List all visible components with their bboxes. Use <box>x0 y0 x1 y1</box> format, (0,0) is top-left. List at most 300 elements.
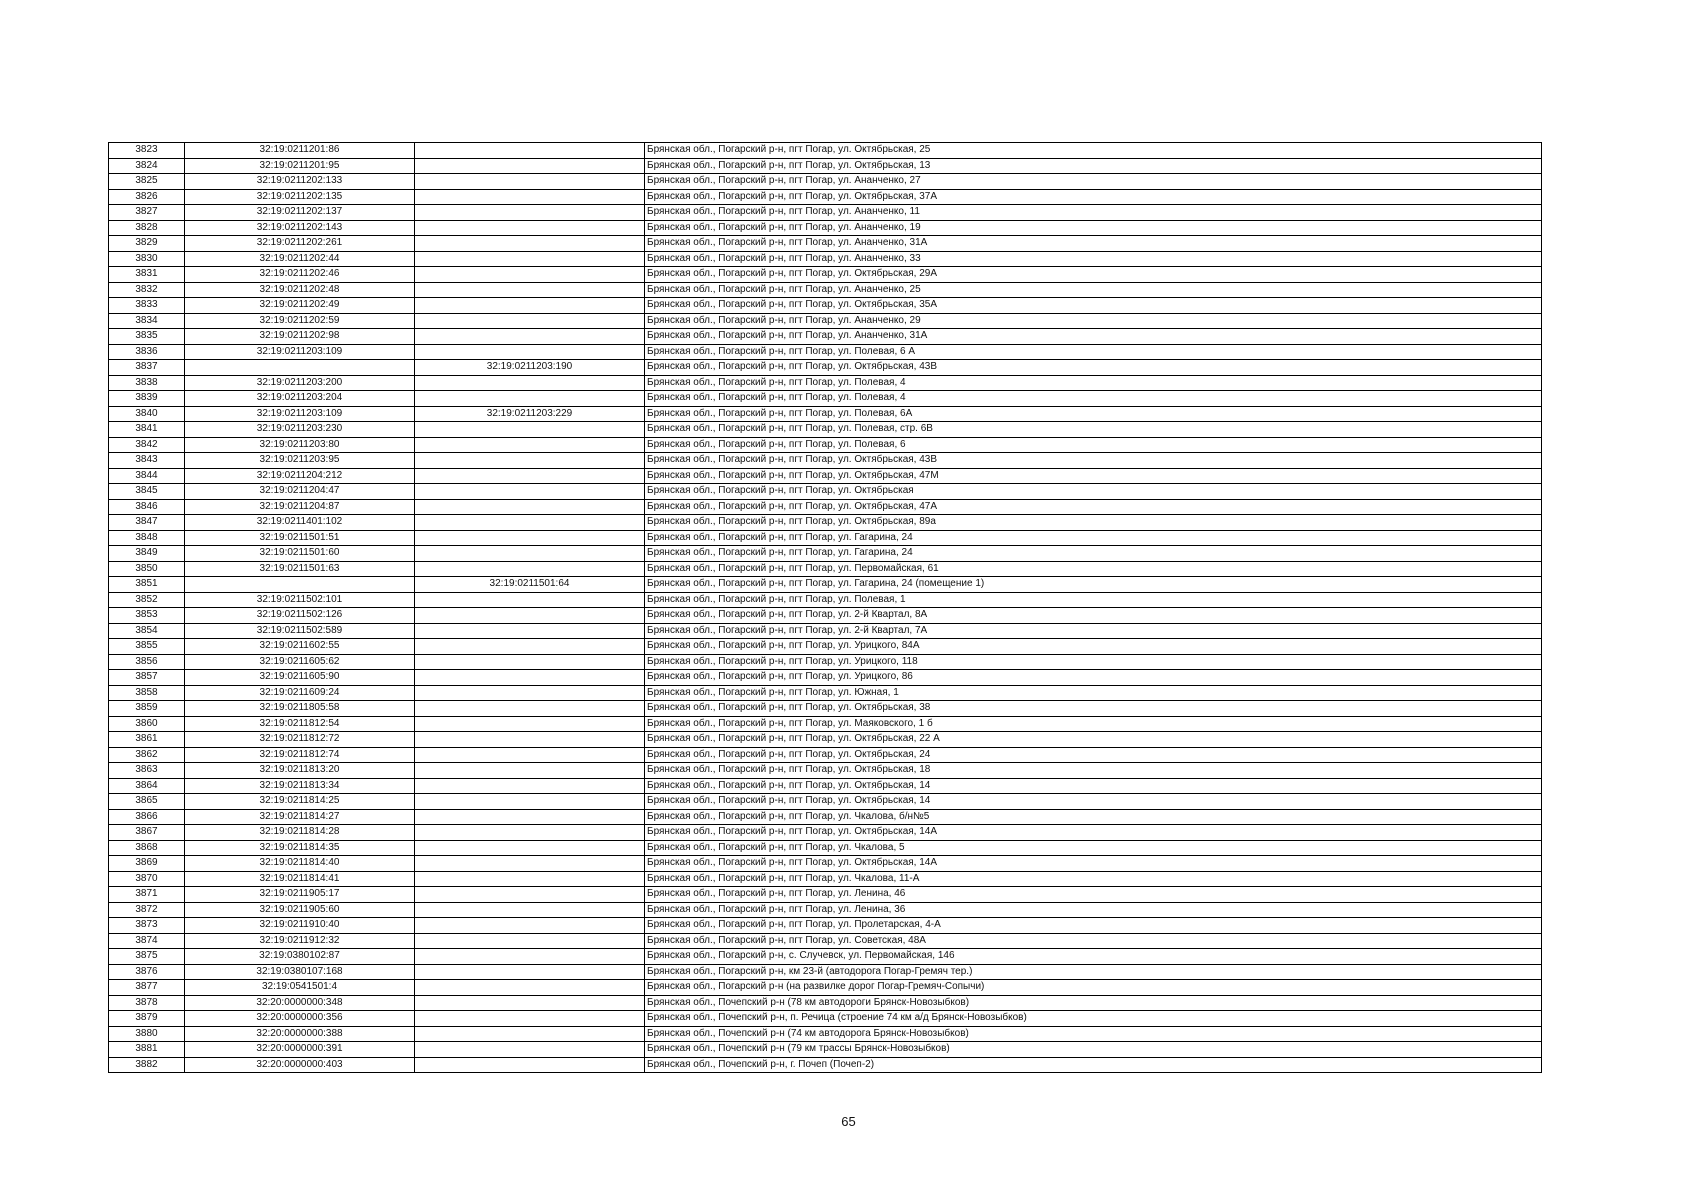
table-row <box>109 964 1542 980</box>
cadastral-number-secondary <box>415 670 645 686</box>
cadastral-number: 32:19:0211202:48 <box>185 282 415 298</box>
row-number: 3828 <box>109 220 185 236</box>
row-number: 3862 <box>109 747 185 763</box>
row-number: 3836 <box>109 344 185 360</box>
cadastral-number: 32:19:0211203:80 <box>185 437 415 453</box>
cadastral-number-secondary <box>415 592 645 608</box>
cadastral-number-secondary <box>415 1011 645 1027</box>
cadastral-number: 32:19:0211202:98 <box>185 329 415 345</box>
table-row <box>109 608 1542 624</box>
cadastral-number: 32:19:0211502:126 <box>185 608 415 624</box>
address: Брянская обл., Погарский р-н, пгт Погар, ул. Октябрьская, 13 <box>645 158 1542 174</box>
address: Брянская обл., Погарский р-н, пгт Погар, ул. Полевая, 4 <box>645 391 1542 407</box>
address: Брянская обл., Погарский р-н, пгт Погар, ул. Ананченко, 27 <box>645 174 1542 190</box>
table-row <box>109 887 1542 903</box>
row-number: 3846 <box>109 499 185 515</box>
cadastral-number <box>185 577 415 593</box>
table-row <box>109 561 1542 577</box>
cadastral-number: 32:19:0211201:95 <box>185 158 415 174</box>
address: Брянская обл., Погарский р-н, пгт Погар, ул. Октябрьская, 14 <box>645 794 1542 810</box>
cadastral-number: 32:19:0541501:4 <box>185 980 415 996</box>
property-table <box>108 142 1542 1073</box>
row-number: 3832 <box>109 282 185 298</box>
table-row <box>109 670 1542 686</box>
address: Брянская обл., Погарский р-н, пгт Погар, ул. Ленина, 36 <box>645 902 1542 918</box>
cadastral-number: 32:19:0211202:143 <box>185 220 415 236</box>
row-number: 3880 <box>109 1026 185 1042</box>
row-number: 3859 <box>109 701 185 717</box>
row-number: 3825 <box>109 174 185 190</box>
address: Брянская обл., Погарский р-н, пгт Погар, ул. Урицкого, 86 <box>645 670 1542 686</box>
row-number: 3858 <box>109 685 185 701</box>
table-row <box>109 282 1542 298</box>
row-number: 3843 <box>109 453 185 469</box>
cadastral-number: 32:20:0000000:391 <box>185 1042 415 1058</box>
cadastral-number-secondary <box>415 716 645 732</box>
row-number: 3844 <box>109 468 185 484</box>
row-number: 3871 <box>109 887 185 903</box>
row-number: 3855 <box>109 639 185 655</box>
cadastral-number: 32:19:0211813:34 <box>185 778 415 794</box>
table-row <box>109 251 1542 267</box>
address: Брянская обл., Погарский р-н, пгт Погар, ул. Октябрьская, 14 <box>645 778 1542 794</box>
cadastral-number-secondary <box>415 205 645 221</box>
row-number: 3824 <box>109 158 185 174</box>
cadastral-number-secondary <box>415 143 645 159</box>
cadastral-number-secondary <box>415 623 645 639</box>
address: Брянская обл., Погарский р-н, пгт Погар, ул. Ленина, 46 <box>645 887 1542 903</box>
table-row <box>109 639 1542 655</box>
address: Брянская обл., Почепский р-н (79 км трассы Брянск-Новозыбков) <box>645 1042 1542 1058</box>
cadastral-number-secondary <box>415 499 645 515</box>
cadastral-number: 32:19:0211203:200 <box>185 375 415 391</box>
table-body <box>109 143 1542 1073</box>
address: Брянская обл., Погарский р-н, пгт Погар, ул. Октябрьская, 89а <box>645 515 1542 531</box>
cadastral-number-secondary <box>415 515 645 531</box>
table-row <box>109 406 1542 422</box>
row-number: 3863 <box>109 763 185 779</box>
cadastral-number: 32:19:0211812:74 <box>185 747 415 763</box>
cadastral-number-secondary <box>415 856 645 872</box>
cadastral-number-secondary <box>415 344 645 360</box>
table-row <box>109 437 1542 453</box>
cadastral-number: 32:19:0211805:58 <box>185 701 415 717</box>
row-number: 3856 <box>109 654 185 670</box>
cadastral-number: 32:19:0211605:90 <box>185 670 415 686</box>
cadastral-number-secondary <box>415 251 645 267</box>
row-number: 3833 <box>109 298 185 314</box>
table-row <box>109 809 1542 825</box>
cadastral-number: 32:19:0211905:17 <box>185 887 415 903</box>
cadastral-number-secondary <box>415 391 645 407</box>
row-number: 3826 <box>109 189 185 205</box>
address: Брянская обл., Погарский р-н, пгт Погар, ул. Октябрьская, 24 <box>645 747 1542 763</box>
row-number: 3831 <box>109 267 185 283</box>
cadastral-number-secondary <box>415 298 645 314</box>
table-row <box>109 577 1542 593</box>
cadastral-number: 32:20:0000000:388 <box>185 1026 415 1042</box>
cadastral-number: 32:19:0211204:87 <box>185 499 415 515</box>
cadastral-number-secondary <box>415 825 645 841</box>
row-number: 3882 <box>109 1057 185 1073</box>
row-number: 3879 <box>109 1011 185 1027</box>
cadastral-number-secondary <box>415 701 645 717</box>
address: Брянская обл., Погарский р-н, пгт Погар, ул. 2-й Квартал, 8А <box>645 608 1542 624</box>
row-number: 3874 <box>109 933 185 949</box>
cadastral-number-secondary <box>415 608 645 624</box>
table-row <box>109 763 1542 779</box>
row-number: 3860 <box>109 716 185 732</box>
cadastral-number-secondary <box>415 887 645 903</box>
table-row <box>109 794 1542 810</box>
cadastral-number-secondary <box>415 561 645 577</box>
table-row <box>109 856 1542 872</box>
table-row <box>109 453 1542 469</box>
row-number: 3835 <box>109 329 185 345</box>
table-row <box>109 158 1542 174</box>
row-number: 3840 <box>109 406 185 422</box>
row-number: 3868 <box>109 840 185 856</box>
cadastral-number: 32:19:0211202:44 <box>185 251 415 267</box>
address: Брянская обл., Погарский р-н, с. Случевск, ул. Первомайская, 146 <box>645 949 1542 965</box>
row-number: 3873 <box>109 918 185 934</box>
row-number: 3837 <box>109 360 185 376</box>
table-row <box>109 189 1542 205</box>
row-number: 3830 <box>109 251 185 267</box>
table-row <box>109 298 1542 314</box>
table-row <box>109 902 1542 918</box>
row-number: 3851 <box>109 577 185 593</box>
table-row <box>109 530 1542 546</box>
cadastral-number: 32:19:0211813:20 <box>185 763 415 779</box>
cadastral-number: 32:19:0211609:24 <box>185 685 415 701</box>
address: Брянская обл., Погарский р-н, пгт Погар, ул. Полевая, 6 <box>645 437 1542 453</box>
address: Брянская обл., Погарский р-н, пгт Погар, ул. Октябрьская, 18 <box>645 763 1542 779</box>
table-row <box>109 267 1542 283</box>
table-row <box>109 484 1542 500</box>
cadastral-number-secondary <box>415 980 645 996</box>
cadastral-number-secondary <box>415 995 645 1011</box>
cadastral-number: 32:19:0211812:54 <box>185 716 415 732</box>
cadastral-number-secondary <box>415 422 645 438</box>
address: Брянская обл., Погарский р-н, пгт Погар, ул. Ананченко, 31А <box>645 236 1542 252</box>
address: Брянская обл., Погарский р-н, пгт Погар, ул. Октябрьская, 25 <box>645 143 1542 159</box>
table-row <box>109 468 1542 484</box>
cadastral-number-secondary <box>415 468 645 484</box>
address: Брянская обл., Погарский р-н, пгт Погар, ул. Октябрьская, 47А <box>645 499 1542 515</box>
cadastral-number-secondary <box>415 484 645 500</box>
address: Брянская обл., Погарский р-н, пгт Погар, ул. Октябрьская, 47М <box>645 468 1542 484</box>
cadastral-number: 32:19:0211814:35 <box>185 840 415 856</box>
table-row <box>109 1026 1542 1042</box>
cadastral-number: 32:19:0211814:40 <box>185 856 415 872</box>
address: Брянская обл., Погарский р-н, пгт Погар, ул. Октябрьская, 43В <box>645 453 1542 469</box>
address: Брянская обл., Погарский р-н, пгт Погар, ул. Чкалова, 11-А <box>645 871 1542 887</box>
table-row <box>109 1011 1542 1027</box>
cadastral-number-secondary <box>415 282 645 298</box>
address: Брянская обл., Погарский р-н, пгт Погар, ул. Полевая, 1 <box>645 592 1542 608</box>
address: Брянская обл., Погарский р-н, пгт Погар, ул. 2-й Квартал, 7А <box>645 623 1542 639</box>
cadastral-number: 32:19:0211202:135 <box>185 189 415 205</box>
row-number: 3849 <box>109 546 185 562</box>
cadastral-number: 32:19:0211814:27 <box>185 809 415 825</box>
address: Брянская обл., Погарский р-н, пгт Погар, ул. Октябрьская, 43В <box>645 360 1542 376</box>
row-number: 3857 <box>109 670 185 686</box>
row-number: 3877 <box>109 980 185 996</box>
cadastral-number: 32:19:0211203:109 <box>185 406 415 422</box>
table-row <box>109 701 1542 717</box>
table-row <box>109 344 1542 360</box>
table-row <box>109 174 1542 190</box>
page-number: 65 <box>841 1114 856 1129</box>
cadastral-number-secondary <box>415 220 645 236</box>
table-row <box>109 778 1542 794</box>
cadastral-number: 32:20:0000000:348 <box>185 995 415 1011</box>
cadastral-number: 32:19:0380102:87 <box>185 949 415 965</box>
table-row <box>109 1057 1542 1073</box>
address: Брянская обл., Погарский р-н, пгт Погар, ул. Октябрьская, 37А <box>645 189 1542 205</box>
cadastral-number-secondary <box>415 763 645 779</box>
cadastral-number-secondary <box>415 949 645 965</box>
row-number: 3850 <box>109 561 185 577</box>
address: Брянская обл., Погарский р-н, пгт Погар, ул. Ананченко, 11 <box>645 205 1542 221</box>
row-number: 3829 <box>109 236 185 252</box>
address: Брянская обл., Погарский р-н, пгт Погар, ул. Урицкого, 84А <box>645 639 1542 655</box>
row-number: 3866 <box>109 809 185 825</box>
row-number: 3872 <box>109 902 185 918</box>
cadastral-number-secondary <box>415 654 645 670</box>
cadastral-number-secondary <box>415 236 645 252</box>
table-row <box>109 313 1542 329</box>
table-row <box>109 685 1542 701</box>
address: Брянская обл., Погарский р-н, пгт Погар, ул. Чкалова, б/н№5 <box>645 809 1542 825</box>
cadastral-number: 32:20:0000000:403 <box>185 1057 415 1073</box>
row-number: 3861 <box>109 732 185 748</box>
row-number: 3875 <box>109 949 185 965</box>
table-row <box>109 375 1542 391</box>
row-number: 3823 <box>109 143 185 159</box>
row-number: 3838 <box>109 375 185 391</box>
cadastral-number: 32:19:0211602:55 <box>185 639 415 655</box>
cadastral-number-secondary <box>415 685 645 701</box>
row-number: 3878 <box>109 995 185 1011</box>
address: Брянская обл., Погарский р-н, пгт Погар, ул. Гагарина, 24 <box>645 546 1542 562</box>
cadastral-number-secondary <box>415 778 645 794</box>
address: Брянская обл., Погарский р-н, пгт Погар, ул. Октябрьская, 35А <box>645 298 1542 314</box>
row-number: 3854 <box>109 623 185 639</box>
cadastral-number: 32:19:0211202:133 <box>185 174 415 190</box>
cadastral-number-secondary <box>415 639 645 655</box>
address: Брянская обл., Погарский р-н, пгт Погар, ул. Советская, 48А <box>645 933 1542 949</box>
row-number: 3848 <box>109 530 185 546</box>
address: Брянская обл., Погарский р-н, пгт Погар, ул. Октябрьская, 29А <box>645 267 1542 283</box>
address: Брянская обл., Погарский р-н, пгт Погар, ул. Чкалова, 5 <box>645 840 1542 856</box>
table-row <box>109 933 1542 949</box>
cadastral-number: 32:19:0211202:46 <box>185 267 415 283</box>
table-row <box>109 422 1542 438</box>
cadastral-number-secondary <box>415 267 645 283</box>
cadastral-number-secondary <box>415 732 645 748</box>
row-number: 3845 <box>109 484 185 500</box>
table-row <box>109 546 1542 562</box>
table-row <box>109 918 1542 934</box>
address: Брянская обл., Погарский р-н, пгт Погар, ул. Ананченко, 25 <box>645 282 1542 298</box>
cadastral-number-secondary <box>415 747 645 763</box>
row-number: 3852 <box>109 592 185 608</box>
row-number: 3876 <box>109 964 185 980</box>
table-row <box>109 825 1542 841</box>
cadastral-number: 32:19:0211814:25 <box>185 794 415 810</box>
cadastral-number: 32:19:0211814:28 <box>185 825 415 841</box>
address: Брянская обл., Погарский р-н, пгт Погар, ул. Южная, 1 <box>645 685 1542 701</box>
cadastral-number-secondary: 32:19:0211203:190 <box>415 360 645 376</box>
address: Брянская обл., Погарский р-н, пгт Погар, ул. Полевая, 4 <box>645 375 1542 391</box>
cadastral-number-secondary <box>415 453 645 469</box>
table-row <box>109 515 1542 531</box>
address: Брянская обл., Погарский р-н, пгт Погар, ул. Гагарина, 24 (помещение 1) <box>645 577 1542 593</box>
table-row <box>109 654 1542 670</box>
cadastral-number <box>185 360 415 376</box>
address: Брянская обл., Погарский р-н, км 23-й (автодорога Погар-Гремяч тер.) <box>645 964 1542 980</box>
cadastral-number: 32:19:0211204:47 <box>185 484 415 500</box>
cadastral-number-secondary <box>415 437 645 453</box>
table-row <box>109 236 1542 252</box>
address: Брянская обл., Почепский р-н, г. Почеп (Почеп-2) <box>645 1057 1542 1073</box>
address: Брянская обл., Погарский р-н, пгт Погар, ул. Октябрьская, 38 <box>645 701 1542 717</box>
cadastral-number-secondary <box>415 809 645 825</box>
cadastral-number: 32:19:0211202:59 <box>185 313 415 329</box>
table-row <box>109 499 1542 515</box>
cadastral-number: 32:19:0211812:72 <box>185 732 415 748</box>
table-row <box>109 980 1542 996</box>
address: Брянская обл., Погарский р-н, пгт Погар, ул. Октябрьская, 14А <box>645 856 1542 872</box>
cadastral-number-secondary <box>415 174 645 190</box>
address: Брянская обл., Погарский р-н, пгт Погар, ул. Ананченко, 29 <box>645 313 1542 329</box>
row-number: 3867 <box>109 825 185 841</box>
cadastral-number: 32:19:0211814:41 <box>185 871 415 887</box>
cadastral-number-secondary <box>415 794 645 810</box>
row-number: 3841 <box>109 422 185 438</box>
cadastral-number-secondary <box>415 902 645 918</box>
cadastral-number-secondary <box>415 1057 645 1073</box>
table-row <box>109 840 1542 856</box>
cadastral-number: 32:19:0211202:137 <box>185 205 415 221</box>
cadastral-number: 32:19:0211201:86 <box>185 143 415 159</box>
cadastral-number-secondary <box>415 189 645 205</box>
row-number: 3870 <box>109 871 185 887</box>
table-row <box>109 143 1542 159</box>
cadastral-number: 32:19:0211501:51 <box>185 530 415 546</box>
cadastral-number: 32:19:0211501:60 <box>185 546 415 562</box>
address: Брянская обл., Погарский р-н, пгт Погар, ул. Октябрьская <box>645 484 1542 500</box>
address: Брянская обл., Погарский р-н, пгт Погар, ул. Полевая, стр. 6В <box>645 422 1542 438</box>
row-number: 3853 <box>109 608 185 624</box>
cadastral-number: 32:19:0211501:63 <box>185 561 415 577</box>
cadastral-number-secondary <box>415 329 645 345</box>
table-row <box>109 747 1542 763</box>
cadastral-number-secondary <box>415 918 645 934</box>
cadastral-number-secondary <box>415 546 645 562</box>
cadastral-number: 32:19:0211202:49 <box>185 298 415 314</box>
table-row <box>109 871 1542 887</box>
address: Брянская обл., Погарский р-н, пгт Погар, ул. Ананченко, 31А <box>645 329 1542 345</box>
row-number: 3865 <box>109 794 185 810</box>
cadastral-number-secondary <box>415 840 645 856</box>
table-row <box>109 360 1542 376</box>
table-row <box>109 949 1542 965</box>
cadastral-number: 32:19:0211502:101 <box>185 592 415 608</box>
cadastral-number: 32:19:0211203:230 <box>185 422 415 438</box>
cadastral-number: 32:19:0211502:589 <box>185 623 415 639</box>
table-row <box>109 716 1542 732</box>
row-number: 3834 <box>109 313 185 329</box>
address: Брянская обл., Погарский р-н, пгт Погар, ул. Ананченко, 19 <box>645 220 1542 236</box>
address: Брянская обл., Погарский р-н, пгт Погар, ул. Урицкого, 118 <box>645 654 1542 670</box>
table-row <box>109 1042 1542 1058</box>
cadastral-number-secondary <box>415 158 645 174</box>
address: Брянская обл., Почепский р-н (74 км автодорога Брянск-Новозыбков) <box>645 1026 1542 1042</box>
cadastral-number: 32:19:0211910:40 <box>185 918 415 934</box>
row-number: 3827 <box>109 205 185 221</box>
table-row <box>109 623 1542 639</box>
cadastral-number: 32:19:0211203:204 <box>185 391 415 407</box>
address: Брянская обл., Погарский р-н, пгт Погар, ул. Первомайская, 61 <box>645 561 1542 577</box>
cadastral-number-secondary: 32:19:0211203:229 <box>415 406 645 422</box>
address: Брянская обл., Погарский р-н, пгт Погар, ул. Полевая, 6 А <box>645 344 1542 360</box>
cadastral-number-secondary <box>415 530 645 546</box>
address: Брянская обл., Погарский р-н, пгт Погар, ул. Гагарина, 24 <box>645 530 1542 546</box>
table-row <box>109 329 1542 345</box>
cadastral-number-secondary: 32:19:0211501:64 <box>415 577 645 593</box>
table-row <box>109 220 1542 236</box>
address: Брянская обл., Погарский р-н, пгт Погар, ул. Маяковского, 1 б <box>645 716 1542 732</box>
cadastral-number-secondary <box>415 1042 645 1058</box>
row-number: 3847 <box>109 515 185 531</box>
table-row <box>109 592 1542 608</box>
table-row <box>109 732 1542 748</box>
row-number: 3864 <box>109 778 185 794</box>
address: Брянская обл., Погарский р-н, пгт Погар, ул. Ананченко, 33 <box>645 251 1542 267</box>
cadastral-number: 32:19:0211401:102 <box>185 515 415 531</box>
address: Брянская обл., Погарский р-н, пгт Погар, ул. Полевая, 6А <box>645 406 1542 422</box>
cadastral-number: 32:19:0380107:168 <box>185 964 415 980</box>
address: Брянская обл., Погарский р-н, пгт Погар, ул. Октябрьская, 22 А <box>645 732 1542 748</box>
table-row <box>109 391 1542 407</box>
address: Брянская обл., Погарский р-н, пгт Погар, ул. Пролетарская, 4-А <box>645 918 1542 934</box>
address: Брянская обл., Почепский р-н (78 км автодороги Брянск-Новозыбков) <box>645 995 1542 1011</box>
row-number: 3881 <box>109 1042 185 1058</box>
address: Брянская обл., Почепский р-н, п. Речица (строение 74 км а/д Брянск-Новозыбков) <box>645 1011 1542 1027</box>
address: Брянская обл., Погарский р-н (на развилке дорог Погар-Гремяч-Сопычи) <box>645 980 1542 996</box>
cadastral-number: 32:19:0211202:261 <box>185 236 415 252</box>
cadastral-number-secondary <box>415 933 645 949</box>
cadastral-number: 32:19:0211203:109 <box>185 344 415 360</box>
cadastral-number-secondary <box>415 313 645 329</box>
cadastral-number: 32:19:0211203:95 <box>185 453 415 469</box>
cadastral-number: 32:19:0211912:32 <box>185 933 415 949</box>
address: Брянская обл., Погарский р-н, пгт Погар, ул. Октябрьская, 14А <box>645 825 1542 841</box>
cadastral-number-secondary <box>415 964 645 980</box>
cadastral-number-secondary <box>415 375 645 391</box>
cadastral-number: 32:20:0000000:356 <box>185 1011 415 1027</box>
table-row <box>109 995 1542 1011</box>
cadastral-number: 32:19:0211605:62 <box>185 654 415 670</box>
cadastral-number: 32:19:0211905:60 <box>185 902 415 918</box>
table-row <box>109 205 1542 221</box>
row-number: 3839 <box>109 391 185 407</box>
row-number: 3842 <box>109 437 185 453</box>
row-number: 3869 <box>109 856 185 872</box>
